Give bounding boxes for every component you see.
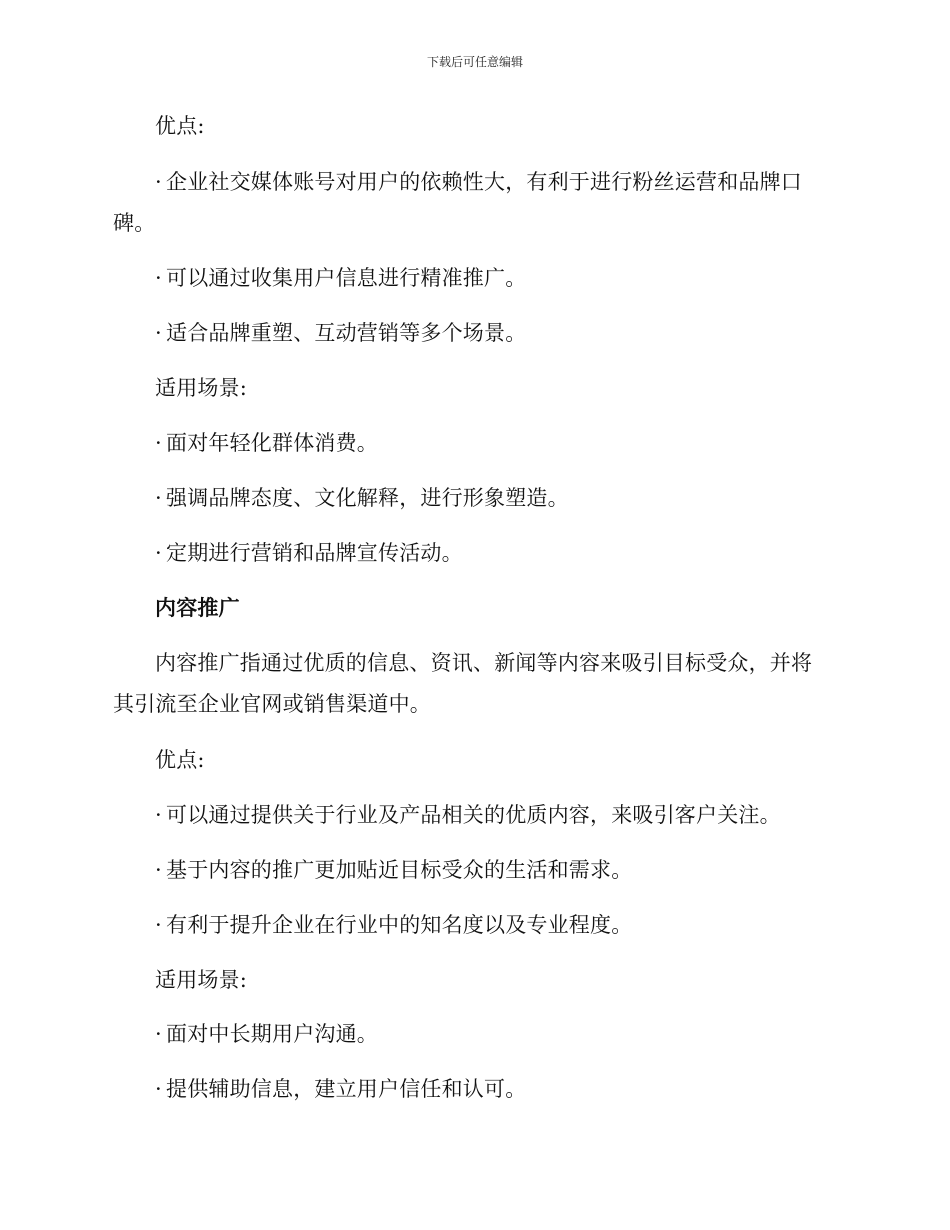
bullet-icon: · — [155, 486, 162, 510]
list-item-text: 可以通过提供关于行业及产品相关的优质内容，来吸引客户关注。 — [166, 803, 781, 827]
list-item — [155, 533, 879, 573]
bullet-icon: · — [155, 913, 162, 937]
list-item-text: 面对年轻化群体消费。 — [166, 431, 378, 455]
list-item — [155, 162, 879, 202]
list-item — [155, 1069, 879, 1109]
list-item-continuation: 碑。 — [113, 211, 156, 235]
list-item-text: 企业社交媒体账号对用户的依赖性大，有利于进行粉丝运营和品牌口 — [166, 170, 802, 194]
list-item-text: 强调品牌态度、文化解释，进行形象塑造。 — [166, 486, 569, 510]
bullet-icon: · — [155, 431, 162, 455]
section-heading: 内容推广 — [155, 596, 240, 620]
bullet-icon: · — [155, 541, 162, 565]
list-item — [155, 905, 879, 945]
list-item-text: 基于内容的推广更加贴近目标受众的生活和需求。 — [166, 858, 633, 882]
list-item-text: 定期进行营销和品牌宣传活动。 — [166, 541, 463, 565]
list-item — [155, 478, 879, 518]
advantages-label-2: 优点: — [155, 748, 205, 772]
intro-paragraph-line-1: 内容推广指通过优质的信息、资讯、新闻等内容来吸引目标受众，并将 — [155, 651, 813, 675]
list-item — [155, 423, 879, 463]
bullet-icon: · — [155, 1077, 162, 1101]
header-note: 下载后可任意编辑 — [426, 55, 523, 69]
intro-paragraph-line-2: 其引流至企业官网或销售渠道中。 — [113, 692, 431, 716]
bullet-icon: · — [155, 803, 162, 827]
list-item-text: 有利于提升企业在行业中的知名度以及专业程度。 — [166, 913, 633, 937]
list-item — [155, 1014, 879, 1054]
list-item-text: 提供辅助信息，建立用户信任和认可。 — [166, 1077, 527, 1101]
bullet-icon: · — [155, 266, 162, 290]
list-item-text: 可以通过收集用户信息进行精准推广。 — [166, 266, 527, 290]
list-item — [155, 795, 879, 835]
list-item — [155, 258, 879, 298]
scenarios-label-1: 适用场景: — [155, 376, 248, 400]
bullet-icon: · — [155, 170, 162, 194]
list-item-text: 面对中长期用户沟通。 — [166, 1022, 378, 1046]
list-item — [155, 850, 879, 890]
bullet-icon: · — [155, 858, 162, 882]
list-item — [155, 313, 879, 353]
bullet-icon: · — [155, 1022, 162, 1046]
bullet-icon: · — [155, 321, 162, 345]
list-item-text: 适合品牌重塑、互动营销等多个场景。 — [166, 321, 527, 345]
advantages-label-1: 优点: — [155, 114, 205, 138]
scenarios-label-2: 适用场景: — [155, 968, 248, 992]
